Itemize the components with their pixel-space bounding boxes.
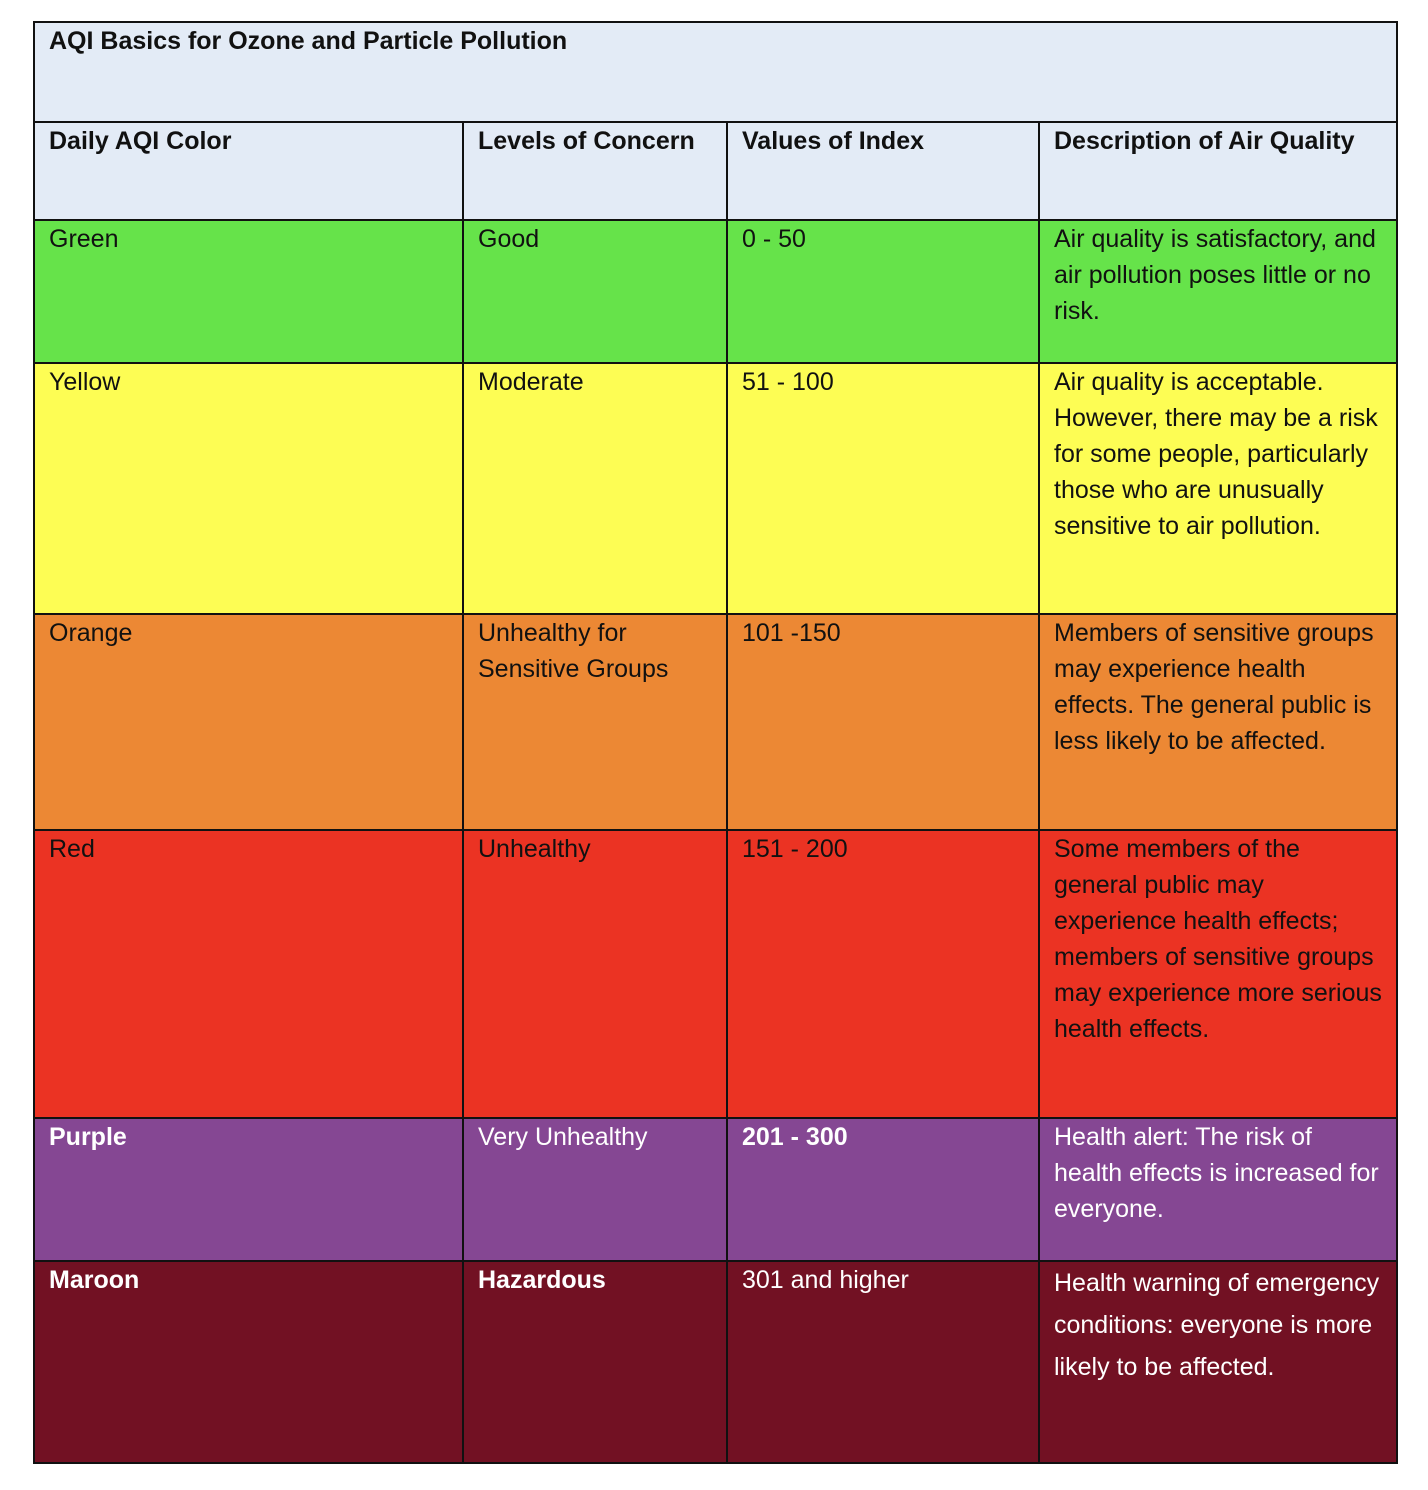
- cell-level: Good: [463, 220, 727, 363]
- cell-description: Health warning of emergency conditions: everyone is more likely to be affected.: [1039, 1261, 1397, 1463]
- cell-values: 0 - 50: [727, 220, 1039, 363]
- cell-level: Very Unhealthy: [463, 1118, 727, 1261]
- header-description: Description of Air Quality: [1039, 122, 1397, 220]
- table-title: AQI Basics for Ozone and Particle Pollution: [34, 22, 1397, 122]
- cell-values: 301 and higher: [727, 1261, 1039, 1463]
- cell-values: 51 - 100: [727, 363, 1039, 614]
- cell-values: 101 -150: [727, 614, 1039, 830]
- table-row-purple: [34, 1118, 1397, 1261]
- cell-description: Air quality is acceptable. However, there may be a risk for some people, particularly those who are unusually sensitive to air pollution.: [1039, 363, 1397, 614]
- cell-level: Moderate: [463, 363, 727, 614]
- cell-level: Unhealthy for Sensitive Groups: [463, 614, 727, 830]
- table-row-red: [34, 830, 1397, 1118]
- cell-color: Maroon: [34, 1261, 463, 1463]
- cell-values: 151 - 200: [727, 830, 1039, 1118]
- table-row-maroon: [34, 1261, 1397, 1463]
- cell-level: Unhealthy: [463, 830, 727, 1118]
- cell-color: Orange: [34, 614, 463, 830]
- title-row: [34, 22, 1397, 122]
- header-values: Values of Index: [727, 122, 1039, 220]
- cell-description: Health alert: The risk of health effects is increased for everyone.: [1039, 1118, 1397, 1261]
- cell-color: Red: [34, 830, 463, 1118]
- cell-color: Yellow: [34, 363, 463, 614]
- cell-color: Purple: [34, 1118, 463, 1261]
- header-level: Levels of Concern: [463, 122, 727, 220]
- cell-description: Some members of the general public may experience health effects; members of sensitive groups may experience more serious health effects.: [1039, 830, 1397, 1118]
- cell-color: Green: [34, 220, 463, 363]
- cell-description: Air quality is satisfactory, and air pollution poses little or no risk.: [1039, 220, 1397, 363]
- header-color: Daily AQI Color: [34, 122, 463, 220]
- table-row-orange: [34, 614, 1397, 830]
- header-row: [34, 122, 1397, 220]
- cell-level: Hazardous: [463, 1261, 727, 1463]
- cell-values: 201 - 300: [727, 1118, 1039, 1261]
- cell-description: Members of sensitive groups may experience health effects. The general public is less likely to be affected.: [1039, 614, 1397, 830]
- aqi-table: [33, 21, 1398, 1464]
- table-row-green: [34, 220, 1397, 363]
- table-row-yellow: [34, 363, 1397, 614]
